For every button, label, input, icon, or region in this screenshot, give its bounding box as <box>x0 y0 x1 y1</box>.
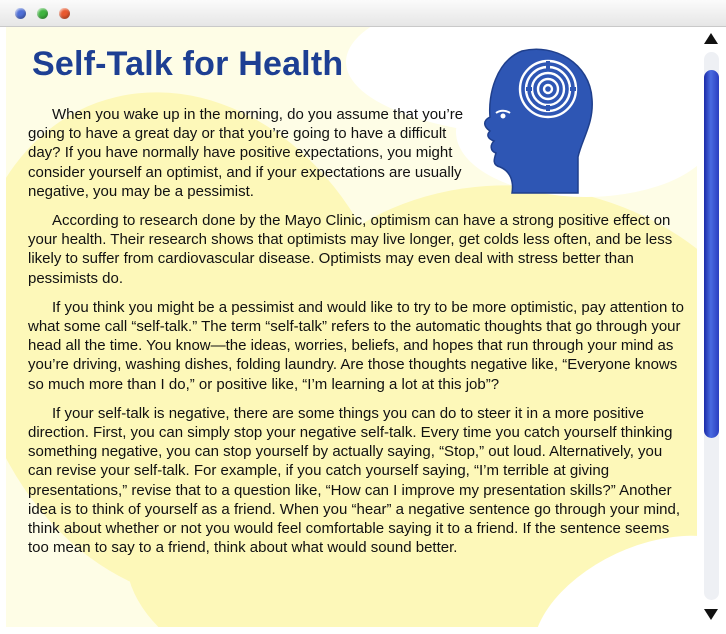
paragraph-2: According to research done by the Mayo Clinic, optimism can have a strong positive effect on your health. Their research shows that optimists may live longer, get colds less often, and be less likely to suffer from cardiovascular disease. Optimists may even deal with stress better than pessimists do. <box>28 212 673 287</box>
scroll-down-arrow-icon[interactable] <box>704 609 718 620</box>
paragraph-4: If your self-talk is negative, there are some things you can do to steer it in a more positive direction. First, you can simply stop your negative self-talk. Every time you catch yourself thinking something negative, you can stop yourself by actually saying, “Stop,” out loud. Alternatively, you can revise your self-talk. For example, if you catch yourself saying, “I’m terrible at giving presentations,” revise that to a question like, “How can I improve my presentation skills?” Another idea is to think of yourself as a friend. When you “hear” a negative sentence go through your mind, think about whether or not you would feel comfortable saying it to a friend. If the sentence seems too mean to say to a friend, think about what would sound better. <box>28 404 681 557</box>
article-text <box>28 105 690 567</box>
vertical-scrollbar[interactable] <box>697 27 726 627</box>
paragraph-3: If you think you might be a pessimist and would like to try to be more optimistic, pay attention to what some call “self-talk.” The term “self-talk” refers to the automatic thoughts that go through your head all the time. You know—the ideas, worries, beliefs, and hopes that run through your mind as you’re driving, washing dishes, folding laundry. Are those thoughts negative like, “Everyone knows so much more than I do,” or positive like, “I’m learning a lot at this job”? <box>28 298 684 393</box>
minimize-window-button[interactable] <box>37 8 48 19</box>
window-titlebar <box>0 0 726 27</box>
page-title: Self-Talk for Health <box>32 45 344 83</box>
zoom-window-button[interactable] <box>59 8 70 19</box>
scroll-up-arrow-icon[interactable] <box>704 33 718 44</box>
scroll-thumb[interactable] <box>704 70 719 438</box>
close-window-button[interactable] <box>15 8 26 19</box>
paragraph-1: When you wake up in the morning, do you assume that you’re going to have a great day or that you’re going to have a difficult day? If you have normally have positive expectations, you might consider yourself an optimist, and if your expectations are usually negative, you may be a pessimist. <box>28 106 464 200</box>
scroll-track[interactable] <box>704 52 719 600</box>
article-content <box>6 27 697 627</box>
